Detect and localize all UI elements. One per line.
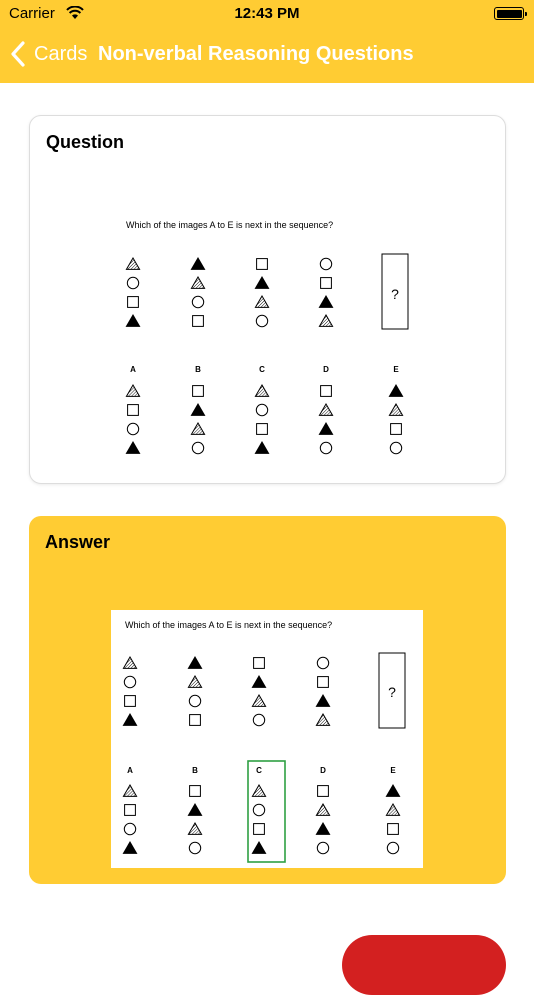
square-shape — [388, 824, 399, 835]
hatched-triangle-shape — [191, 423, 204, 434]
question-puzzle — [114, 208, 424, 458]
hatched-triangle-shape — [319, 404, 332, 415]
circle-shape — [390, 442, 401, 453]
square-shape — [128, 297, 139, 308]
option-label: B — [192, 766, 198, 775]
question-heading: Question — [46, 132, 125, 152]
black-triangle-shape — [126, 442, 139, 453]
circle-shape — [320, 258, 331, 269]
option-label: B — [195, 365, 201, 374]
option-columns — [126, 365, 402, 454]
hatched-triangle-shape — [191, 277, 204, 288]
circle-shape — [253, 714, 264, 725]
hatched-triangle-shape — [252, 695, 265, 706]
hatched-triangle-shape — [126, 258, 139, 269]
black-triangle-shape — [316, 695, 329, 706]
answer-heading: Answer — [45, 532, 111, 552]
square-shape — [193, 316, 204, 327]
black-triangle-shape — [188, 804, 201, 815]
black-triangle-shape — [123, 714, 136, 725]
hatched-triangle-shape — [319, 315, 332, 326]
square-shape — [318, 786, 329, 797]
square-shape — [257, 259, 268, 270]
circle-shape — [127, 423, 138, 434]
black-triangle-shape — [126, 315, 139, 326]
square-shape — [254, 824, 265, 835]
navigation-bar — [0, 0, 534, 83]
circle-shape — [127, 277, 138, 288]
sequence-columns — [123, 657, 329, 726]
black-triangle-shape — [252, 842, 265, 853]
answer-puzzle — [111, 610, 423, 868]
circle-shape — [317, 657, 328, 668]
circle-shape — [320, 442, 331, 453]
square-shape — [125, 696, 136, 707]
sequence-columns — [126, 258, 332, 327]
square-shape — [190, 786, 201, 797]
hatched-triangle-shape — [255, 385, 268, 396]
answer-card — [29, 516, 506, 884]
circle-shape — [256, 404, 267, 415]
carrier-label: Carrier — [9, 5, 55, 22]
question-card — [29, 115, 506, 484]
square-shape — [128, 405, 139, 416]
circle-shape — [253, 804, 264, 815]
black-triangle-shape — [316, 823, 329, 834]
hatched-triangle-shape — [386, 804, 399, 815]
black-triangle-shape — [386, 785, 399, 796]
hatched-triangle-shape — [389, 404, 402, 415]
circle-shape — [192, 442, 203, 453]
option-label: E — [390, 766, 396, 775]
option-label: D — [323, 365, 329, 374]
square-shape — [321, 386, 332, 397]
circle-shape — [317, 842, 328, 853]
back-button[interactable] — [10, 40, 87, 68]
black-triangle-shape — [319, 423, 332, 434]
hatched-triangle-shape — [188, 676, 201, 687]
option-label: A — [127, 766, 133, 775]
square-shape — [254, 658, 265, 669]
unknown-mark: ? — [391, 286, 399, 302]
circle-shape — [124, 823, 135, 834]
puzzle-prompt: Which of the images A to E is next in the sequence? — [125, 620, 333, 630]
square-shape — [125, 805, 136, 816]
hatched-triangle-shape — [123, 657, 136, 668]
circle-shape — [192, 296, 203, 307]
option-columns — [123, 766, 399, 854]
option-label: D — [320, 766, 326, 775]
battery-icon — [494, 7, 524, 20]
hatched-triangle-shape — [255, 296, 268, 307]
hatched-triangle-shape — [252, 785, 265, 796]
square-shape — [193, 386, 204, 397]
clock: 12:43 PM — [234, 5, 300, 22]
black-triangle-shape — [255, 277, 268, 288]
circle-shape — [189, 842, 200, 853]
page-title: Non-verbal Reasoning Questions — [98, 43, 414, 65]
status-bar — [0, 0, 534, 28]
action-button[interactable] — [342, 935, 506, 995]
hatched-triangle-shape — [126, 385, 139, 396]
option-label: E — [393, 365, 399, 374]
black-triangle-shape — [191, 258, 204, 269]
square-shape — [391, 424, 402, 435]
black-triangle-shape — [188, 657, 201, 668]
square-shape — [257, 424, 268, 435]
black-triangle-shape — [191, 404, 204, 415]
hatched-triangle-shape — [316, 714, 329, 725]
chevron-left-icon — [10, 41, 26, 67]
hatched-triangle-shape — [188, 823, 201, 834]
option-label: A — [130, 365, 136, 374]
puzzle-figure — [111, 610, 423, 868]
hatched-triangle-shape — [123, 785, 136, 796]
circle-shape — [256, 315, 267, 326]
black-triangle-shape — [255, 442, 268, 453]
option-label: C — [259, 365, 265, 374]
circle-shape — [189, 695, 200, 706]
square-shape — [321, 278, 332, 289]
black-triangle-shape — [123, 842, 136, 853]
black-triangle-shape — [389, 385, 402, 396]
nav-header — [0, 36, 534, 72]
option-label: C — [256, 766, 262, 775]
black-triangle-shape — [252, 676, 265, 687]
square-shape — [190, 715, 201, 726]
back-label: Cards — [34, 42, 88, 65]
square-shape — [318, 677, 329, 688]
puzzle-figure — [114, 208, 424, 458]
unknown-mark: ? — [388, 684, 396, 700]
circle-shape — [387, 842, 398, 853]
circle-shape — [124, 676, 135, 687]
puzzle-prompt: Which of the images A to E is next in the sequence? — [126, 220, 334, 230]
hatched-triangle-shape — [316, 804, 329, 815]
black-triangle-shape — [319, 296, 332, 307]
